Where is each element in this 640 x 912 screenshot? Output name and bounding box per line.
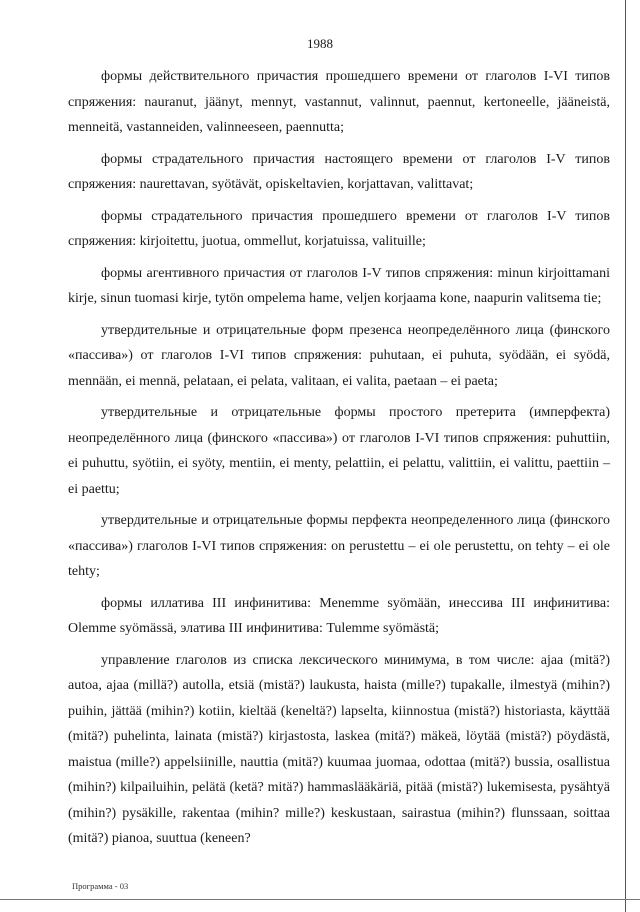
scan-edge-right bbox=[625, 0, 626, 912]
paragraph-third-infinitive: формы иллатива III инфинитива: Menemme syömään, инессива III инфинитива: Olemme syömässä, элатива III инфинитива: Tulemme syömästä; bbox=[68, 595, 610, 636]
paragraph-passive-perfect: утвердительные и отрицательные формы перфекта неопределенного лица (финского «пассива») глаголов I-VI типов спряжения: on perustettu – ei ole perustettu, on tehty – ei ole tehty; bbox=[68, 513, 610, 579]
paragraph-passive-imperfect: утвердительные и отрицательные формы простого претерита (имперфекта) неопределённого лица (финского «пассива») от глаголов I-VI типов спряжения: puhuttiin, ei puhuttu, syötiin, ei syöty, mentiin, ei menty, pelattiin, ei pelattu, valittiin, ei valittu, paettiin – ei paettu; bbox=[68, 405, 610, 497]
paragraph-passive-present-participle: формы страдательного причастия настоящего времени от глаголов I-V типов спряжения: naurettavan, syötävät, opiskeltavien, korjattavan, valittavat; bbox=[68, 151, 610, 192]
paragraph-passive-present: утвердительные и отрицательные форм презенса неопределённого лица (финского «пассива») от глаголов I-VI типов спряжения: puhutaan, ei puhuta, syödään, ei syödä, mennään, ei mennä, pelataan, ei pelata, valitaan, ei valita, paetaan – ei paeta; bbox=[68, 322, 610, 389]
scan-edge-bottom bbox=[0, 899, 640, 900]
page-number: 1988 bbox=[307, 36, 333, 51]
paragraph-agent-participle: формы агентивного причастия от глаголов I-V типов спряжения: minun kirjoittamani kirje, sinun tuomasi kirje, tytön ompelema hame, veljen korjaama kone, naapurin valitsema tie; bbox=[68, 265, 610, 306]
body-text bbox=[68, 64, 610, 858]
paragraph-active-past-participle: формы действительного причастия прошедшего времени от глаголов I-VI типов спряжения: nauranut, jäänyt, mennyt, vastannut, valinnut, paennut, kertoneelle, jääneistä, menneitä, vastanneiden, valinneeseen, paennutta; bbox=[68, 69, 610, 135]
footer-label: Программа - 03 bbox=[72, 881, 129, 891]
paragraph-passive-past-participle: формы страдательного причастия прошедшего времени от глаголов I-V типов спряжения: kirjoitettu, juotua, ommellut, korjatuissa, valituille; bbox=[68, 208, 610, 249]
paragraph-verb-government: управление глаголов из списка лексического минимума, в том числе: ajaa (mitä?) autoa, ajaa (millä?) autolla, etsiä (mistä?) laukusta, haista (mille?) tupakalle, ilmestyä (mihin?) puihin, jättää (mihin?) kotiin, kieltää (keneltä?) lapselta, kiinnostua (mistä?) historiasta, käyttää (mitä?) puhelinta, lainata (mistä?) kirjastosta, laskea (mitä?) mäkeä, löytää (mistä?) pöydästä, maistua (mille?) appelsiinille, nauttia (mitä?) kuumaa juomaa, odottaa (mitä?) bussia, osallistua (mihin?) kilpailuihin, pelätä (ketä? mitä?) hammaslääkäriä, pitää (mistä?) lukemisesta, pysähtyä (mihin?) pysäkille, rakentaa (mihin? mille?) keskustaan, sairastua (mihin?) flunssaan, soittaa (mitä?) pianoa, suuttua (keneen? bbox=[68, 652, 610, 846]
